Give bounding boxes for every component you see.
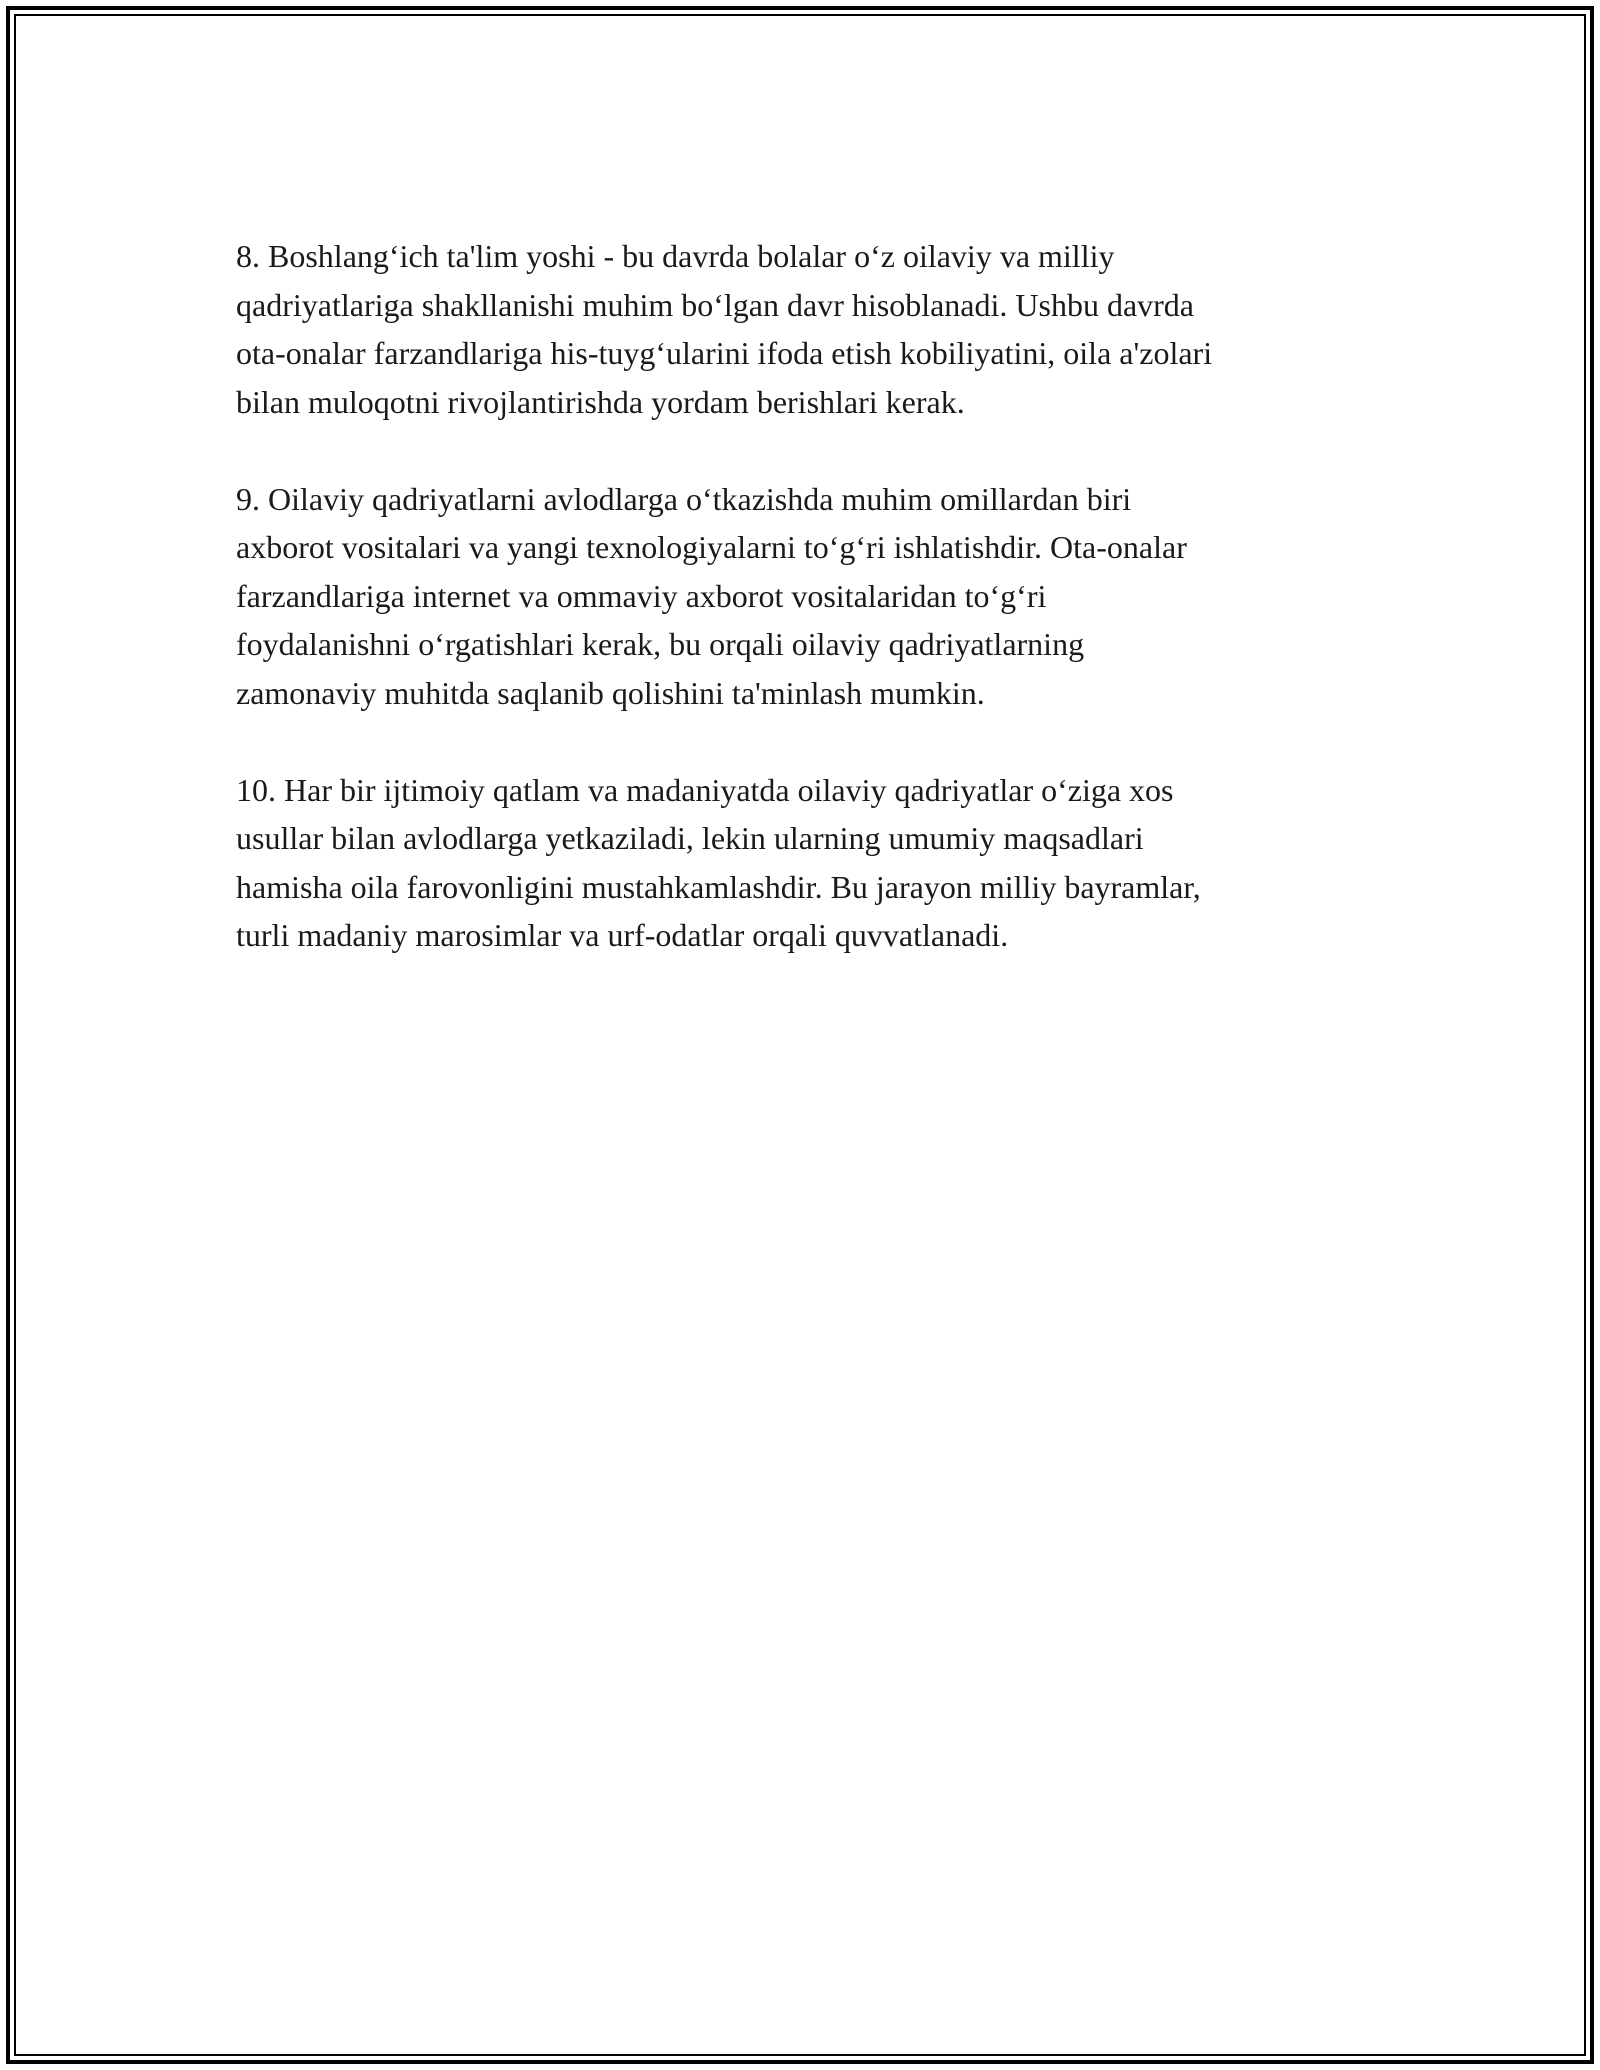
text-line: bilan muloqotni rivojlantirishda yordam berishlari kerak. [236,383,965,420]
text-line: farzandlariga internet va ommaviy axborot vositalaridan to‘g‘ri [236,577,1047,614]
text-line: usullar bilan avlodlarga yetkaziladi, lekin ularning umumiy maqsadlari [236,820,1144,856]
text-line: 8. Boshlang‘ich ta'lim yoshi - bu davrda bolalar o‘z oilaviy va milliy [236,238,1115,274]
text-line: hamisha oila farovonligini mustahkamlashdir. Bu jarayon milliy bayramlar, [236,868,1201,905]
text-line: 9. Oilaviy qadriyatlarni avlodlarga o‘tkazishda muhim omillardan biri [236,480,1132,517]
text-line: 10. Har bir ijtimoiy qatlam va madaniyatda oilaviy qadriyatlar o‘ziga xos [236,771,1174,808]
text-line: zamonaviy muhitda saqlanib qolishini ta'minlash mumkin. [236,674,985,711]
text-line: qadriyatlariga shakllanishi muhim bo‘lgan davr hisoblanadi. Ushbu davrda [236,286,1194,323]
document-body [236,232,1376,1008]
text-line: turli madaniy marosimlar va urf-odatlar orqali quvvatlanadi. [236,917,1009,953]
paragraph-8 [236,232,1376,426]
text-line: axborot vositalari va yangi texnologiyalarni to‘g‘ri ishlatishdir. Ota-onalar [236,529,1187,565]
paragraph-10 [236,766,1376,960]
text-line: ota-onalar farzandlariga his-tuyg‘ularini ifoda etish kobiliyatini, oila a'zolari [236,335,1213,371]
text-line: foydalanishni o‘rgatishlari kerak, bu orqali oilaviy qadriyatlarning [236,626,1085,662]
paragraph-9 [236,475,1376,718]
